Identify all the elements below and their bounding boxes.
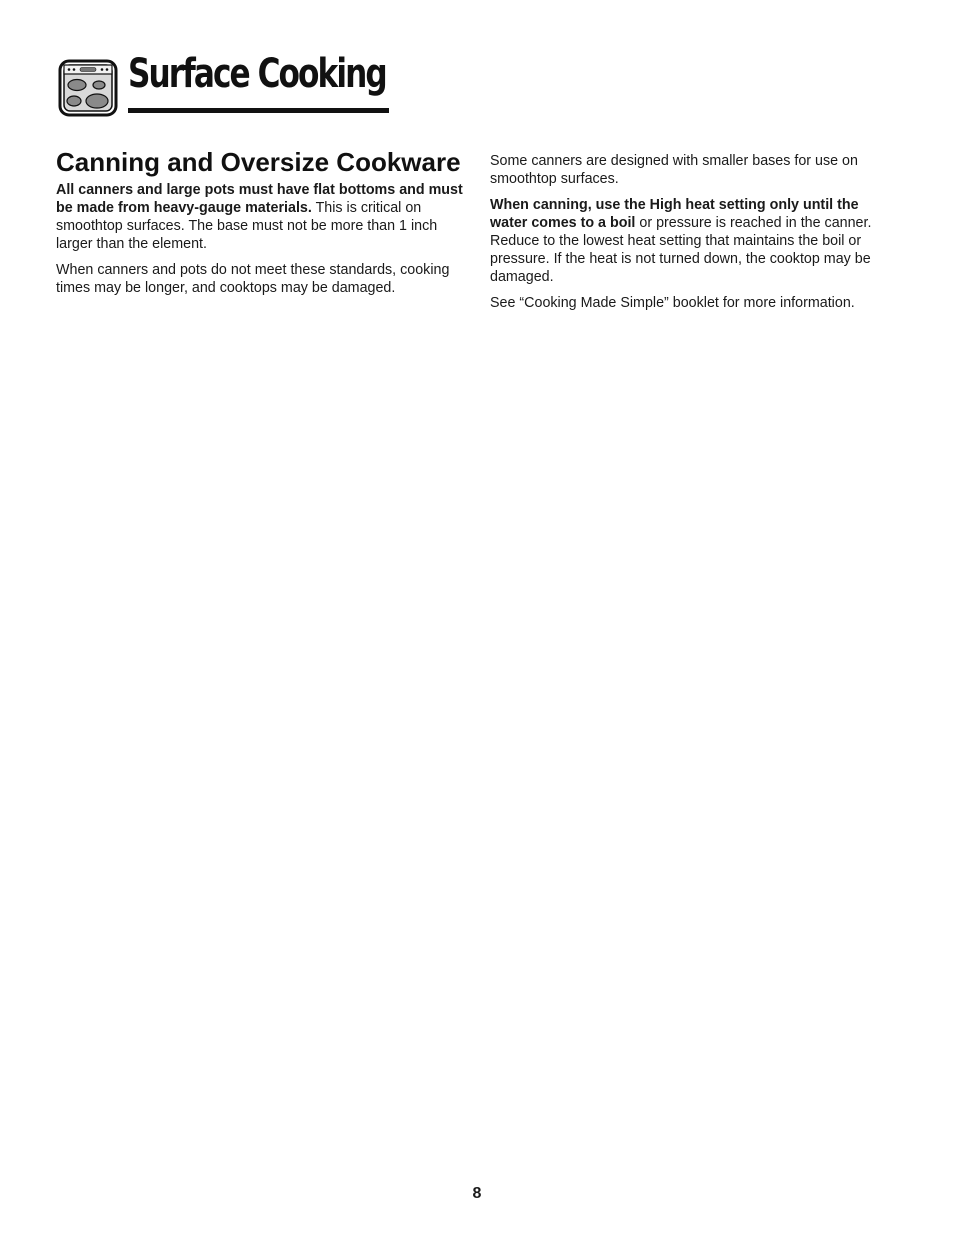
canning-heading: Canning and Oversize Cookware bbox=[56, 147, 461, 177]
title-underline bbox=[128, 108, 389, 113]
reduce-heat-text: or pressure is reached in the canner. Reduce to the lowest heat setting that maintains the boil or pressure. If the heat is not turned down, the cooktop may be damaged. bbox=[490, 215, 872, 285]
right-paragraph-1: Some canners are designed with smaller bases for use on smoothtop surfaces. bbox=[490, 153, 858, 187]
high-heat-bold-text: When canning, use the High heat setting only until the water comes to a boil bbox=[490, 197, 859, 231]
flat-bottoms-bold-text: All canners and large pots must have flat bottoms and must be made from heavy-gauge materials. bbox=[56, 182, 463, 216]
section-title: Surface Cooking bbox=[128, 51, 386, 97]
critical-note-text: This is critical on smoothtop surfaces. The base must not be more than 1 inch larger than the element. bbox=[56, 200, 438, 252]
page-header bbox=[58, 51, 398, 117]
left-paragraph-1 bbox=[56, 181, 468, 253]
right-column bbox=[490, 152, 896, 320]
page-number: 8 bbox=[472, 1185, 482, 1202]
left-column bbox=[56, 148, 468, 305]
right-paragraph-2 bbox=[490, 196, 896, 286]
cooktop-icon bbox=[58, 59, 118, 117]
left-paragraph-2: When canners and pots do not meet these standards, cooking times may be longer, and cooktops may be damaged. bbox=[56, 262, 450, 296]
right-paragraph-3: See “Cooking Made Simple” booklet for more information. bbox=[490, 295, 855, 311]
